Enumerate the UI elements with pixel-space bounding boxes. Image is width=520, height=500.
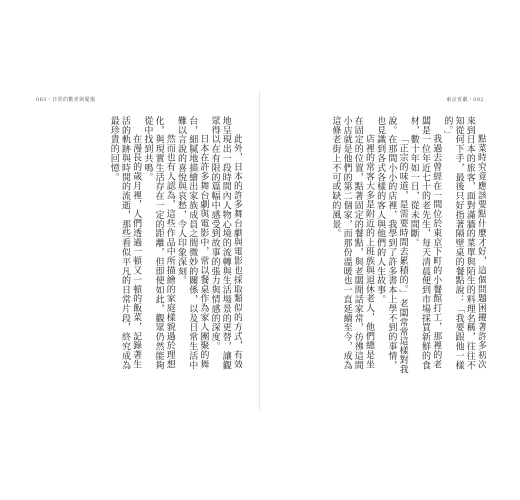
paragraph: 店裡的常客大多是附近的上班族與退休老人，他們總是坐在固定的位置，點著固定的餐點，與老闆閒話家常，彷彿這間小店就是他們的第二個家，而那份溫暖也一直延續至今，成為這條老街上不可或缺的風景。 — [330, 116, 374, 370]
right-running-header: 東京喜劇・082 — [446, 97, 484, 103]
paragraph: 在漫長的歲月裡，人們透過一頓又一頓的飯菜，記錄著生活的軌跡與時間的流逝，那些看似平凡的日常片段，終究成為最珍貴的回憶。 — [108, 116, 142, 370]
left-page — [20, 90, 260, 410]
left-running-header: 083・日常的歡喜與憂傷 — [36, 97, 96, 103]
paragraph: 點菜時究竟應該要點什麼才好，這個問題困擾著許多初次來到日本的旅客，面對滿牆的菜單與陌生的料理名稱，往往不知從何下手，最後只好指著隔壁桌的餐點說：「我要跟他一樣的。」 — [442, 116, 486, 370]
right-page — [260, 90, 500, 410]
left-body-text — [32, 116, 242, 376]
paragraph: 我過去曾經在一間位於東京下町的小餐館打工，那裡的老闆是一位年近七十的老先生，每天清晨便到市場採買新鮮的食材，數十年如一日，從未間斷。 — [408, 116, 442, 370]
paragraph: 此外，日本的許多舞台劇與電影也採取類似的方式，有效地呈現出一段時間內人物心境的流轉與生活場景的更替，讓觀眾得以在有限的篇幅中感受到故事的張力與情感的深度。 — [209, 116, 242, 370]
right-body-text — [272, 116, 486, 376]
paragraph: 然而也有人認為，這些作品中所描繪的家庭樣貌過於理想化，與現實生活存在一定的距離，但即便如此，觀眾仍然能夠從中找到共鳴。 — [142, 116, 175, 370]
paragraph: 日本在許多舞台劇與電影中，常以餐桌作為家人團聚的舞台，細膩地描繪出家族成員之間微妙的關係，以及日常生活中難以言說的喜悅與哀愁，令人印象深刻。 — [175, 116, 209, 370]
book-spread — [20, 90, 500, 410]
paragraph: 「正宗的味道，是需要時間去累積的。」老闆常常這樣對我說。在那間小小的店裡，我學到了許多書本上學不到的事情，也見識到各式各樣的客人與他們的人生故事。 — [375, 116, 408, 374]
